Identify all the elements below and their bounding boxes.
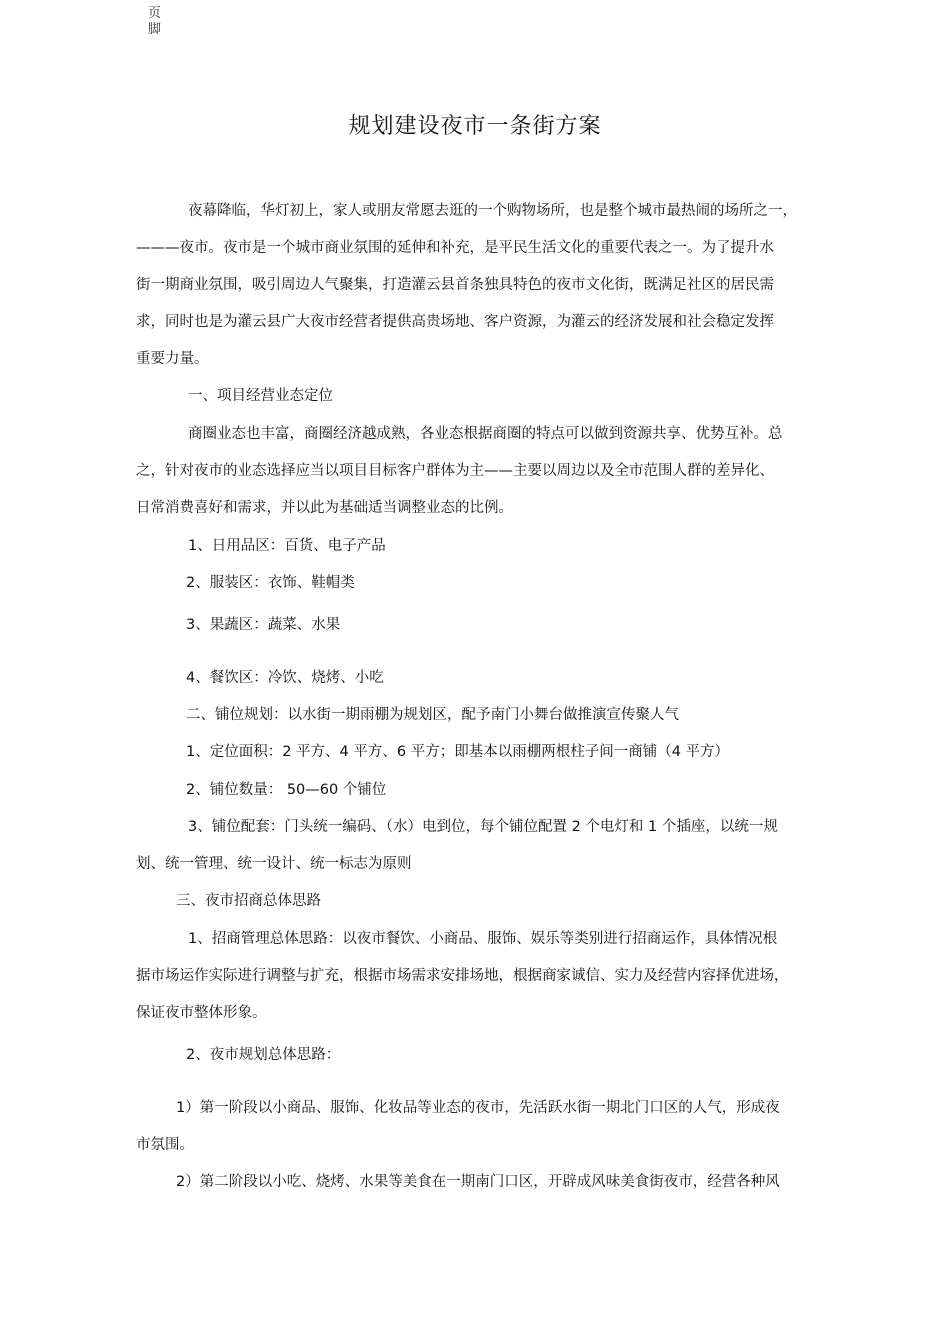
intro-line-4: 求，同时也是为灌云县广大夜市经营者提供高贵场地、客户资源，为灌云的经济发展和社会稳定发挥 [136,314,774,330]
section3-item-1-line-1: 1、招商管理总体思路：以夜市餐饮、小商品、服饰、娱乐等类别进行招商运作，具体情况根 [188,931,778,947]
phase-1-line-2: 市氛围。 [136,1137,194,1153]
intro-line-2: ———夜市。夜市是一个城市商业氛围的延伸和补充，是平民生活文化的重要代表之一。为了提升水 [136,240,774,256]
section3-item-1-line-3: 保证夜市整体形象。 [136,1005,267,1021]
section2-item-3-line-1: 3、铺位配套：门头统一编码、（水）电到位，每个铺位配置 2 个电灯和 1 个插座，以统一规 [188,819,778,835]
section-heading-3: 三、夜市招商总体思路 [176,893,321,909]
section2-item-2: 2、铺位数量： 50—60 个铺位 [186,782,387,798]
section1-line-3: 日常消费喜好和需求，并以此为基础适当调整业态的比例。 [136,500,513,516]
list-item-4: 4、餐饮区：冷饮、烧烤、小吃 [186,670,384,686]
section2-item-1: 1、定位面积：2 平方、4 平方、6 平方；即基本以雨棚两根柱子间一商铺（4 平方） [186,744,730,760]
section-heading-2: 二、铺位规划：以水街一期雨棚为规划区，配予南门小舞台做推演宣传聚人气 [186,707,679,723]
section-heading-1: 一、项目经营业态定位 [188,388,333,404]
phase-2-line-1: 2）第二阶段以小吃、烧烤、水果等美食在一期南门口区，开辟成风味美食街夜市，经营各种风 [176,1174,780,1190]
intro-line-5: 重要力量。 [136,351,209,367]
phase-1-line-1: 1）第一阶段以小商品、服饰、化妆品等业态的夜市，先活跃水街一期北门口区的人气，形成夜 [176,1100,780,1116]
list-item-3: 3、果蔬区：蔬菜、水果 [186,617,341,633]
list-item-1: 1、日用品区：百货、电子产品 [188,538,386,554]
intro-line-1: 夜幕降临，华灯初上，家人或朋友常愿去逛的一个购物场所，也是整个城市最热闹的场所之一， [188,203,797,219]
section3-item-1-line-2: 据市场运作实际进行调整与扩充，根据市场需求安排场地，根据商家诚信、实力及经营内容择优进场， [136,968,789,984]
section3-item-2: 2、夜市规划总体思路： [186,1047,341,1063]
page-header-mark: 页脚 [148,6,162,37]
intro-line-3: 街一期商业氛围，吸引周边人气聚集，打造灌云县首条独具特色的夜市文化街，既满足社区的居民需 [136,277,774,293]
list-item-2: 2、服装区：衣饰、鞋帽类 [186,575,355,591]
document-title: 规划建设夜市一条街方案 [348,114,602,139]
section1-line-1: 商圈业态也丰富，商圈经济越成熟，各业态根据商圈的特点可以做到资源共享、优势互补。总 [188,426,783,442]
section2-item-3-line-2: 划、统一管理、统一设计、统一标志为原则 [136,856,412,872]
section1-line-2: 之，针对夜市的业态选择应当以项目目标客户群体为主——主要以周边以及全市范围人群的差异化、 [136,463,774,479]
